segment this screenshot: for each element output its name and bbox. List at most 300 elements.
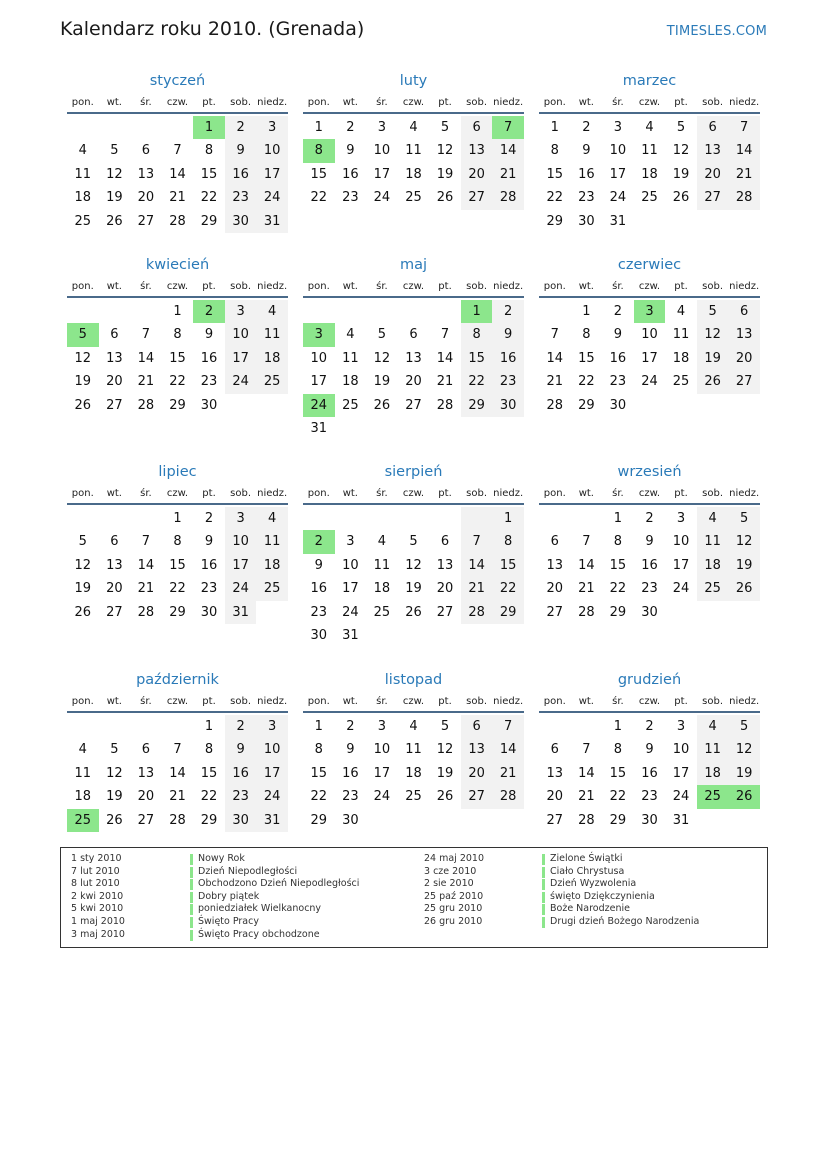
day-cell: 2 xyxy=(645,719,654,734)
day-cell: 6 xyxy=(697,116,729,139)
day-cell: 31 xyxy=(256,210,288,233)
day-cell: 14 xyxy=(137,557,155,573)
day-cell: 30 xyxy=(641,812,658,828)
day-cell: 18 xyxy=(256,347,288,370)
holiday-marker xyxy=(190,917,193,928)
day-cell: 22 xyxy=(200,190,218,206)
month-10 xyxy=(67,669,288,832)
weekday-label: śr. xyxy=(376,281,388,292)
weekday-header xyxy=(539,483,760,505)
weekday-label: śr. xyxy=(140,281,152,292)
day-cell: 9 xyxy=(645,742,654,758)
day-grid xyxy=(67,298,288,417)
day-cell: 1 xyxy=(613,719,623,734)
holiday-name: święto Dziękczynienia xyxy=(550,890,655,902)
day-cell: 27 xyxy=(697,186,729,209)
month-12 xyxy=(539,669,760,832)
day-cell: 30 xyxy=(225,809,257,832)
day-cell: 16 xyxy=(342,166,359,182)
day-cell: 14 xyxy=(546,350,564,366)
day-cell: 29 xyxy=(546,213,564,229)
day-cell: 21 xyxy=(578,581,595,597)
day-cell: 27 xyxy=(436,604,454,620)
day-cell: 8 xyxy=(613,534,623,550)
day-cell: 15 xyxy=(609,765,627,781)
day-cell: 5 xyxy=(697,300,729,323)
day-cell: 2 xyxy=(613,304,623,319)
day-cell: 9 xyxy=(225,738,257,761)
day-cell: 1 xyxy=(613,511,623,526)
day-grid xyxy=(303,713,524,832)
day-cell: 28 xyxy=(137,397,155,413)
weekday-label: wt. xyxy=(342,281,358,292)
day-cell: 31 xyxy=(672,812,690,828)
weekday-header xyxy=(303,691,524,713)
holiday-day-cell: 26 xyxy=(728,785,760,808)
month-name: listopad xyxy=(384,672,443,688)
weekday-label: czw. xyxy=(402,488,425,499)
month-name: styczeń xyxy=(149,73,206,89)
weekday-label: pon. xyxy=(71,97,94,108)
day-cell: 3 xyxy=(676,719,686,734)
weekday-label: niedz. xyxy=(729,696,760,707)
day-cell: 8 xyxy=(613,742,623,758)
day-cell: 6 xyxy=(440,534,450,550)
day-cell: 20 xyxy=(697,163,729,186)
weekday-label: niedz. xyxy=(729,488,760,499)
weekday-label: czw. xyxy=(638,696,661,707)
day-cell: 30 xyxy=(200,604,218,620)
day-cell: 2 xyxy=(492,300,524,323)
day-cell: 28 xyxy=(436,397,454,413)
day-cell: 19 xyxy=(672,166,690,182)
day-cell: 12 xyxy=(405,557,422,573)
weekday-label: czw. xyxy=(638,488,661,499)
weekday-label: wt. xyxy=(342,97,358,108)
day-cell: 19 xyxy=(728,554,760,577)
day-cell: 9 xyxy=(645,534,654,550)
month-3 xyxy=(539,70,760,233)
day-grid xyxy=(67,114,288,233)
day-cell: 7 xyxy=(141,534,151,550)
day-cell: 11 xyxy=(74,166,92,182)
day-cell: 24 xyxy=(256,186,288,209)
day-cell: 8 xyxy=(550,143,559,159)
weekday-label: śr. xyxy=(376,696,388,707)
day-cell: 11 xyxy=(697,738,729,761)
day-cell: 13 xyxy=(697,139,729,162)
day-cell: 3 xyxy=(377,120,387,135)
day-cell: 4 xyxy=(346,327,355,343)
empty-day xyxy=(335,300,367,323)
day-cell: 28 xyxy=(728,186,760,209)
day-cell: 11 xyxy=(342,350,359,366)
weekday-label: sob. xyxy=(466,281,488,292)
weekday-label: sob. xyxy=(702,97,724,108)
day-cell: 25 xyxy=(697,577,729,600)
day-cell: 12 xyxy=(436,742,454,758)
day-cell: 31 xyxy=(609,213,627,229)
empty-day xyxy=(130,300,162,323)
weekday-header xyxy=(303,483,524,505)
day-cell: 15 xyxy=(169,557,186,573)
weekday-label: pon. xyxy=(71,281,94,292)
day-cell: 20 xyxy=(106,374,123,390)
weekday-label: śr. xyxy=(612,696,624,707)
day-cell: 26 xyxy=(74,397,92,413)
day-cell: 5 xyxy=(110,742,119,758)
holiday-day-cell: 3 xyxy=(634,300,666,323)
day-cell: 13 xyxy=(137,765,155,781)
day-cell: 29 xyxy=(169,397,186,413)
day-cell: 29 xyxy=(609,812,627,828)
day-cell: 15 xyxy=(200,765,218,781)
day-cell: 26 xyxy=(436,190,454,206)
day-cell: 27 xyxy=(106,397,123,413)
day-cell: 27 xyxy=(728,370,760,393)
weekday-label: pon. xyxy=(307,488,330,499)
day-cell: 19 xyxy=(405,581,422,597)
day-cell: 4 xyxy=(78,742,87,758)
month-5 xyxy=(303,254,524,440)
holiday-day-cell: 3 xyxy=(303,323,335,346)
day-cell: 26 xyxy=(436,789,454,805)
weekday-label: czw. xyxy=(402,97,425,108)
day-cell: 22 xyxy=(169,581,186,597)
day-cell: 11 xyxy=(256,530,288,553)
weekday-label: pon. xyxy=(71,696,94,707)
empty-day xyxy=(571,507,603,530)
day-cell: 11 xyxy=(405,143,422,159)
day-cell: 7 xyxy=(582,742,591,758)
empty-day xyxy=(162,116,194,139)
day-cell: 15 xyxy=(492,554,524,577)
day-cell: 7 xyxy=(492,715,524,738)
empty-day xyxy=(539,507,571,530)
day-cell: 10 xyxy=(373,742,391,758)
weekday-label: sob. xyxy=(466,696,488,707)
day-cell: 14 xyxy=(137,350,155,366)
day-cell: 26 xyxy=(405,604,422,620)
empty-day xyxy=(571,715,603,738)
brand-link[interactable]: TIMESLES.COM xyxy=(666,24,767,39)
day-cell: 17 xyxy=(672,765,690,781)
day-cell: 10 xyxy=(342,557,359,573)
day-cell: 13 xyxy=(436,557,454,573)
empty-day xyxy=(366,507,398,530)
day-cell: 9 xyxy=(582,143,591,159)
day-cell: 9 xyxy=(613,327,623,343)
day-cell: 15 xyxy=(578,350,595,366)
day-cell: 9 xyxy=(492,323,524,346)
day-cell: 3 xyxy=(225,507,257,530)
weekday-label: sob. xyxy=(702,488,724,499)
holiday-marker xyxy=(542,854,545,865)
weekday-label: niedz. xyxy=(257,696,288,707)
day-cell: 21 xyxy=(436,374,454,390)
weekday-header xyxy=(539,691,760,713)
day-cell: 25 xyxy=(672,374,690,390)
day-cell: 11 xyxy=(697,530,729,553)
holiday-date: 5 kwi 2010 xyxy=(71,903,124,915)
day-cell: 5 xyxy=(377,327,387,343)
day-cell: 19 xyxy=(106,190,123,206)
weekday-header xyxy=(67,276,288,298)
day-cell: 6 xyxy=(110,327,119,343)
holiday-name: Drugi dzień Bożego Narodzenia xyxy=(550,916,700,927)
holiday-marker xyxy=(190,930,193,941)
day-cell: 26 xyxy=(106,812,123,828)
empty-day xyxy=(67,507,99,530)
weekday-header xyxy=(67,691,288,713)
weekday-label: sob. xyxy=(702,281,724,292)
holiday-marker xyxy=(542,904,545,915)
day-cell: 22 xyxy=(310,190,328,206)
day-cell: 18 xyxy=(373,581,391,597)
weekday-header xyxy=(67,92,288,114)
empty-day xyxy=(398,300,430,323)
day-cell: 6 xyxy=(409,327,418,343)
holiday-day-cell: 25 xyxy=(697,785,729,808)
weekday-label: śr. xyxy=(612,281,624,292)
day-cell: 22 xyxy=(461,370,493,393)
day-cell: 27 xyxy=(137,213,155,229)
holiday-name: Dobry piątek xyxy=(198,890,260,902)
day-cell: 26 xyxy=(728,577,760,600)
day-cell: 21 xyxy=(137,581,155,597)
day-cell: 23 xyxy=(225,186,257,209)
day-cell: 5 xyxy=(728,507,760,530)
weekday-label: wt. xyxy=(106,696,122,707)
holiday-name: poniedziałek Wielkanocny xyxy=(198,903,322,915)
day-cell: 21 xyxy=(578,789,595,805)
day-cell: 28 xyxy=(169,812,186,828)
empty-day xyxy=(461,507,493,530)
day-cell: 6 xyxy=(141,742,151,758)
weekday-label: śr. xyxy=(140,488,152,499)
day-grid xyxy=(67,713,288,832)
day-cell: 13 xyxy=(546,557,564,573)
day-cell: 5 xyxy=(78,534,87,550)
day-cell: 21 xyxy=(728,163,760,186)
holiday-name: Ciało Chrystusa xyxy=(550,865,625,877)
weekday-label: sob. xyxy=(230,488,252,499)
day-cell: 23 xyxy=(578,190,595,206)
day-cell: 8 xyxy=(204,742,214,758)
holiday-marker xyxy=(190,879,193,890)
day-cell: 13 xyxy=(106,350,123,366)
empty-day xyxy=(99,116,131,139)
day-cell: 21 xyxy=(137,374,155,390)
day-cell: 18 xyxy=(405,166,422,182)
weekday-label: czw. xyxy=(166,281,189,292)
day-cell: 6 xyxy=(461,116,493,139)
month-name: marzec xyxy=(622,73,677,89)
empty-day xyxy=(130,116,162,139)
day-cell: 14 xyxy=(169,765,186,781)
day-cell: 23 xyxy=(342,190,359,206)
day-cell: 17 xyxy=(373,765,391,781)
weekday-label: czw. xyxy=(166,488,189,499)
day-cell: 24 xyxy=(373,190,391,206)
day-cell: 15 xyxy=(546,166,564,182)
day-cell: 6 xyxy=(550,742,559,758)
day-cell: 16 xyxy=(310,581,328,597)
empty-day xyxy=(130,715,162,738)
day-cell: 10 xyxy=(256,738,288,761)
day-cell: 10 xyxy=(256,139,288,162)
weekday-label: niedz. xyxy=(493,281,524,292)
day-cell: 6 xyxy=(110,534,119,550)
day-cell: 8 xyxy=(204,143,214,159)
day-cell: 27 xyxy=(137,812,155,828)
month-name: sierpień xyxy=(384,464,443,480)
day-cell: 1 xyxy=(582,304,591,319)
weekday-header xyxy=(67,483,288,505)
day-cell: 9 xyxy=(346,742,355,758)
day-cell: 10 xyxy=(310,350,328,366)
weekday-label: czw. xyxy=(638,97,661,108)
month-6 xyxy=(539,254,760,417)
day-cell: 20 xyxy=(728,347,760,370)
day-cell: 3 xyxy=(256,116,288,139)
day-cell: 28 xyxy=(578,604,595,620)
weekday-label: sob. xyxy=(230,281,252,292)
day-cell: 17 xyxy=(225,554,257,577)
weekday-label: niedz. xyxy=(493,488,524,499)
day-cell: 20 xyxy=(137,190,155,206)
empty-day xyxy=(99,715,131,738)
weekday-label: pon. xyxy=(543,696,566,707)
day-cell: 1 xyxy=(314,719,323,734)
holiday-date: 26 gru 2010 xyxy=(424,916,483,927)
day-cell: 24 xyxy=(342,604,359,620)
day-cell: 24 xyxy=(225,577,257,600)
day-cell: 24 xyxy=(225,370,257,393)
day-cell: 11 xyxy=(672,327,690,343)
day-cell: 24 xyxy=(609,190,627,206)
day-cell: 22 xyxy=(492,577,524,600)
weekday-label: pon. xyxy=(543,281,566,292)
day-cell: 4 xyxy=(377,534,387,550)
weekday-label: czw. xyxy=(166,696,189,707)
day-cell: 18 xyxy=(256,554,288,577)
day-cell: 23 xyxy=(641,789,658,805)
day-cell: 16 xyxy=(225,762,257,785)
day-cell: 14 xyxy=(728,139,760,162)
weekday-label: pt. xyxy=(674,488,688,499)
weekday-label: pon. xyxy=(543,97,566,108)
day-cell: 25 xyxy=(342,397,359,413)
weekday-label: niedz. xyxy=(493,97,524,108)
day-cell: 26 xyxy=(373,397,391,413)
day-cell: 30 xyxy=(578,213,595,229)
day-cell: 3 xyxy=(676,511,686,526)
day-grid xyxy=(539,505,760,624)
day-cell: 7 xyxy=(582,534,591,550)
day-cell: 31 xyxy=(310,420,328,436)
day-cell: 23 xyxy=(641,581,658,597)
holiday-marker xyxy=(542,879,545,890)
day-cell: 13 xyxy=(405,350,422,366)
holiday-date: 1 maj 2010 xyxy=(71,916,125,927)
day-cell: 20 xyxy=(546,581,564,597)
day-cell: 11 xyxy=(405,742,422,758)
day-grid xyxy=(303,114,524,210)
month-name: czerwiec xyxy=(617,257,682,273)
holiday-name: Boże Narodzenie xyxy=(550,903,630,915)
day-cell: 19 xyxy=(373,374,391,390)
day-cell: 10 xyxy=(672,534,690,550)
day-cell: 25 xyxy=(256,370,288,393)
day-cell: 24 xyxy=(672,789,690,805)
day-cell: 27 xyxy=(405,397,422,413)
month-name: lipiec xyxy=(158,464,197,480)
holiday-marker xyxy=(542,917,545,928)
day-cell: 9 xyxy=(225,139,257,162)
holiday-marker xyxy=(190,854,193,865)
day-cell: 24 xyxy=(672,581,690,597)
empty-day xyxy=(162,715,194,738)
day-cell: 19 xyxy=(106,789,123,805)
day-cell: 20 xyxy=(546,789,564,805)
day-cell: 8 xyxy=(314,742,323,758)
day-cell: 26 xyxy=(106,213,123,229)
day-cell: 29 xyxy=(461,394,493,417)
day-cell: 29 xyxy=(578,397,595,413)
day-cell: 26 xyxy=(672,190,690,206)
holiday-date: 25 paź 2010 xyxy=(424,890,484,902)
day-cell: 24 xyxy=(256,785,288,808)
day-cell: 12 xyxy=(74,350,92,366)
day-cell: 25 xyxy=(74,213,92,229)
day-grid xyxy=(539,713,760,832)
day-cell: 19 xyxy=(74,374,92,390)
holiday-name: Obchodzono Dzień Niepodległości xyxy=(198,878,360,890)
day-cell: 30 xyxy=(310,627,328,643)
day-cell: 20 xyxy=(436,581,454,597)
day-cell: 1 xyxy=(173,511,182,526)
day-cell: 19 xyxy=(728,762,760,785)
holiday-date: 25 gru 2010 xyxy=(424,903,483,915)
weekday-label: pt. xyxy=(202,281,216,292)
day-cell: 3 xyxy=(256,715,288,738)
weekday-label: pt. xyxy=(438,97,452,108)
day-cell: 15 xyxy=(200,166,218,182)
holiday-day-cell: 2 xyxy=(303,530,335,553)
holiday-name: Zielone Świątki xyxy=(550,853,623,864)
day-cell: 21 xyxy=(169,190,186,206)
day-cell: 23 xyxy=(200,374,218,390)
day-cell: 22 xyxy=(578,374,595,390)
day-cell: 31 xyxy=(342,627,359,643)
day-cell: 5 xyxy=(440,719,450,734)
weekday-label: pt. xyxy=(438,488,452,499)
month-9 xyxy=(539,461,760,624)
day-cell: 4 xyxy=(256,300,288,323)
day-cell: 9 xyxy=(314,557,323,573)
day-cell: 6 xyxy=(728,300,760,323)
day-cell: 11 xyxy=(74,765,92,781)
day-cell: 6 xyxy=(461,715,493,738)
day-cell: 10 xyxy=(672,742,690,758)
empty-day xyxy=(539,715,571,738)
day-cell: 7 xyxy=(550,327,559,343)
day-cell: 2 xyxy=(346,719,355,734)
day-cell: 27 xyxy=(546,604,564,620)
day-cell: 4 xyxy=(697,715,729,738)
day-cell: 15 xyxy=(310,166,328,182)
